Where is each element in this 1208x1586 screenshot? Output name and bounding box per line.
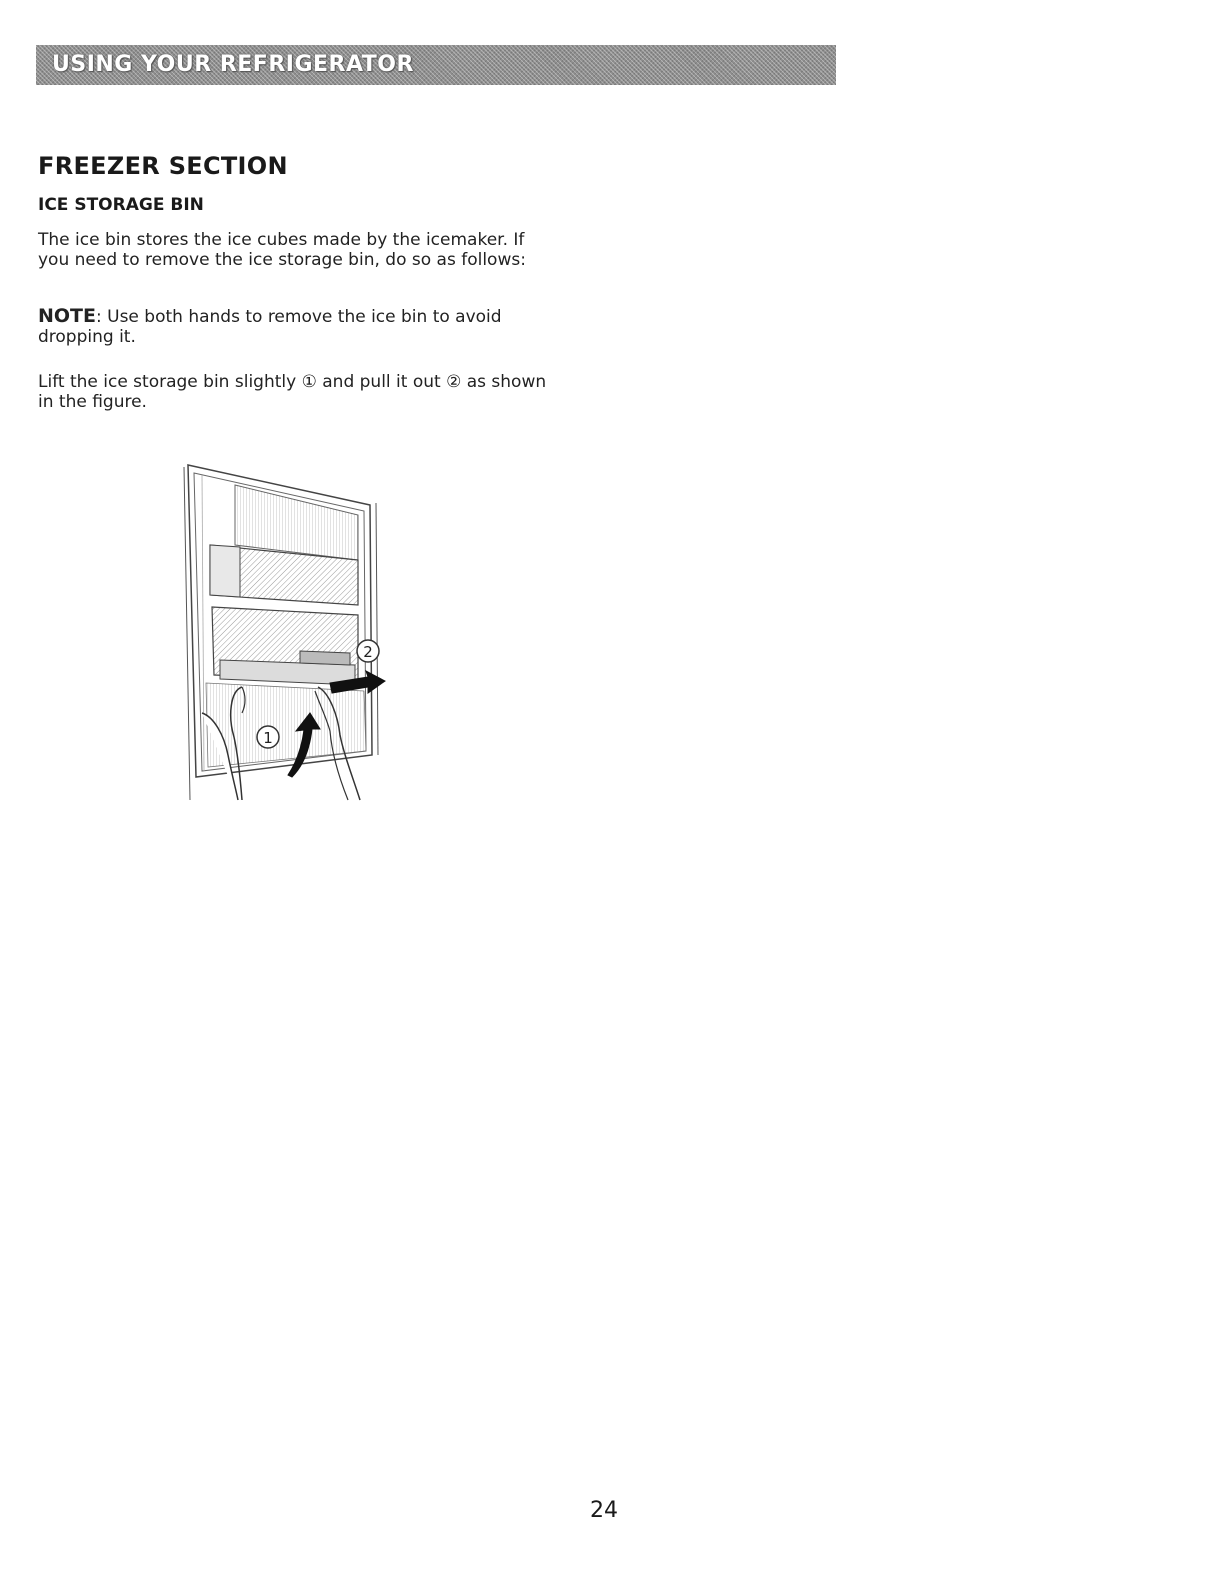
instruction-text-3: as shown in the figure. xyxy=(38,372,547,412)
intro-paragraph: The ice bin stores the ice cubes made by the icemaker. If you need to remove the ice storage bin, do so as follows: xyxy=(38,230,526,270)
note-label: NOTE xyxy=(38,305,96,327)
note-text: : Use both hands to remove the ice bin to avoid dropping it. xyxy=(38,307,502,347)
page-number: 24 xyxy=(590,1498,618,1523)
step-2-callout xyxy=(357,640,379,662)
step-1-callout xyxy=(257,726,279,748)
figure-label-2: 2 xyxy=(363,643,373,661)
instruction-paragraph xyxy=(38,372,558,412)
section-banner xyxy=(36,45,836,85)
ice-storage-bin xyxy=(212,607,358,685)
step-1-marker: ① xyxy=(301,372,317,392)
note-paragraph xyxy=(38,306,558,347)
section-title: FREEZER SECTION xyxy=(38,152,288,180)
step-2-marker: ② xyxy=(446,372,462,392)
subsection-title: ICE STORAGE BIN xyxy=(38,195,204,215)
ice-bin-removal-illustration xyxy=(180,455,390,805)
instruction-text-2: and pull it out xyxy=(316,372,447,392)
banner-title: USING YOUR REFRIGERATOR xyxy=(52,52,414,77)
instruction-text-1: Lift the ice storage bin slightly xyxy=(38,372,302,392)
figure-label-1: 1 xyxy=(263,729,273,747)
